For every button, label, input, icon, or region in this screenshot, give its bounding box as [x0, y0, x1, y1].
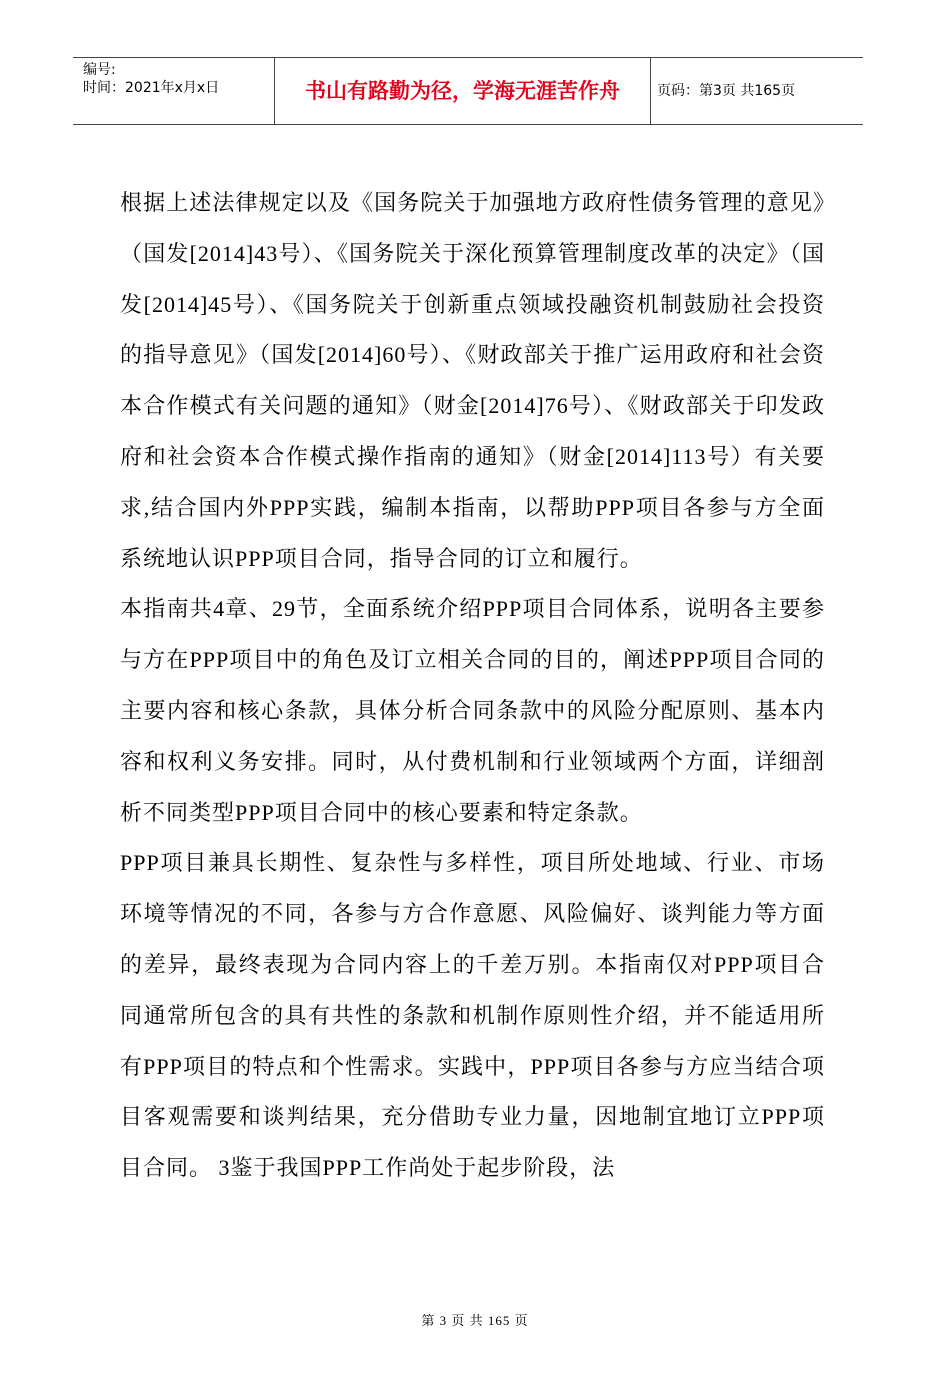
page-header [73, 57, 863, 125]
header-meta [73, 58, 275, 124]
paragraph: 本指南共4章、29节，全面系统介绍PPP项目合同体系，说明各主要参与方在PPP项目中的角色及订立相关合同的目的，阐述PPP项目合同的主要内容和核心条款，具体分析合同条款中的风险分配原则、基本内容和权利义务安排。同时，从付费机制和行业领域两个方面，详细剖析不同类型PPP项目合同中的核心要素和特定条款。 [120, 596, 825, 825]
header-page-info: 页码：第3页 共165页 [657, 83, 796, 99]
paragraph: 根据上述法律规定以及《国务院关于加强地方政府性债务管理的意见》（国发[2014]43号）、《国务院关于深化预算管理制度改革的决定》（国发[2014]45号）、《国务院关于创新重点领域投融资机制鼓励社会投资的指导意见》（国发[2014]60号）、《财政部关于推广运用政府和社会资本合作模式有关问题的通知》（财金[2014]76号）、《财政部关于印发政府和社会资本合作模式操作指南的通知》（财金[2014]113号）有关要求,结合国内外PPP实践，编制本指南，以帮助PPP项目各参与方全面系统地认识PPP项目合同，指导合同的订立和履行。 [120, 190, 825, 571]
header-motto: 书山有路勤为径，学海无涯苦作舟 [275, 58, 651, 124]
paragraph: PPP项目兼具长期性、复杂性与多样性，项目所处地域、行业、市场环境等情况的不同，各参与方合作意愿、风险偏好、谈判能力等方面的差异，最终表现为合同内容上的千差万别。本指南仅对PPP项目合同通常所包含的具有共性的条款和机制作原则性介绍，并不能适用所有PPP项目的特点和个性需求。实践中，PPP项目各参与方应当结合项目客观需要和谈判结果，充分借助专业力量，因地制宜地订立PPP项目合同。 3鉴于我国PPP工作尚处于起步阶段，法 [120, 850, 825, 1181]
document-body [120, 178, 825, 1194]
document-number-label: 编号: [83, 62, 116, 78]
document-time-label: 时间：2021年x月x日 [83, 80, 220, 96]
page-footer: 第 3 页 共 165 页 [421, 1313, 529, 1328]
